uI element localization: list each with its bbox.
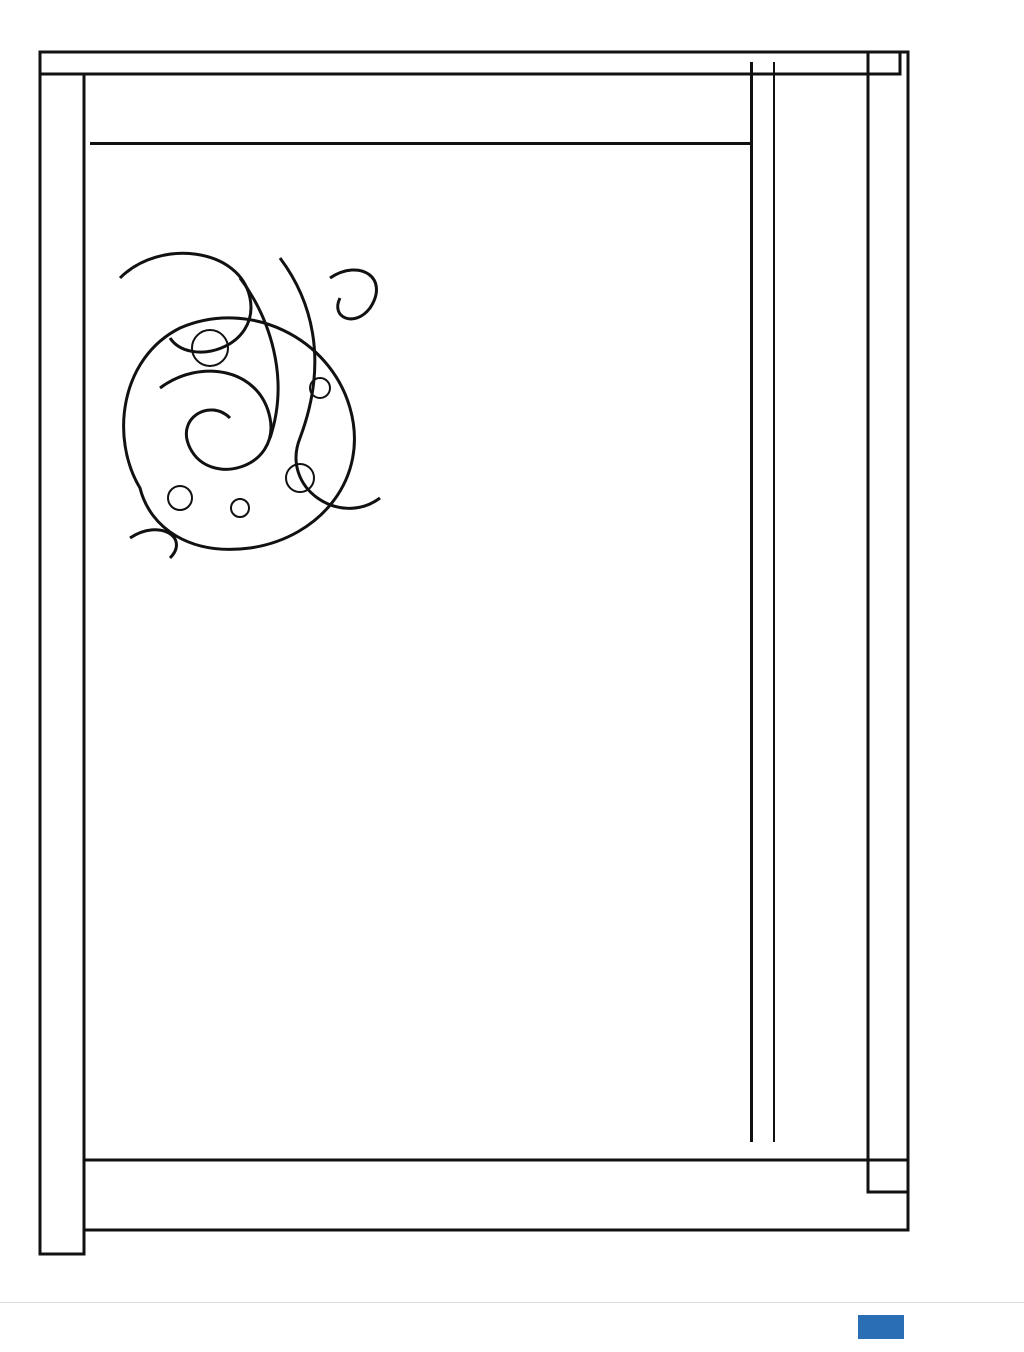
decorated-initial [100, 238, 396, 564]
dfg-logo[interactable] [858, 1315, 904, 1339]
margin-rule [773, 62, 775, 1142]
viewer-footer [0, 1302, 1024, 1352]
header-rule [90, 142, 750, 145]
column-rule [750, 62, 753, 1142]
barcode-icon [4, 1311, 50, 1343]
